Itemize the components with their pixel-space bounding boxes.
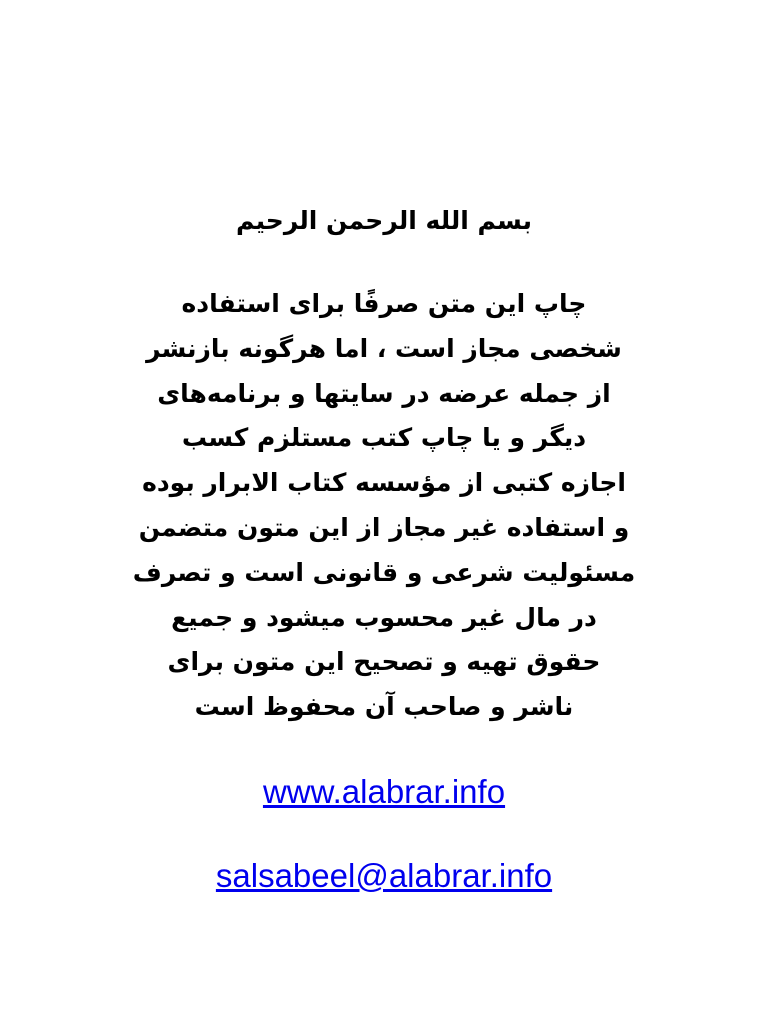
notice-line: شخصی مجاز است ، اما هرگونه بازنشر — [146, 333, 622, 363]
notice-line: اجازه کتبی از مؤسسه کتاب الابرار بوده — [142, 468, 626, 498]
website-link[interactable]: www.alabrar.info — [262, 773, 506, 810]
notice-line: ناشر و صاحب آن محفوظ است — [194, 692, 574, 722]
notice-line: و استفاده غیر مجاز از این متون متضمن — [138, 512, 630, 542]
notice-line: چاپ این متن صرفًا برای استفاده — [181, 289, 587, 318]
notice-line: مسئولیت شرعی و قانونی است و تصرف — [132, 557, 636, 587]
notice-line: حقوق تهیه و تصحیح این متون برای — [167, 647, 601, 677]
email-link[interactable]: salsabeel@alabrar.info — [215, 857, 553, 894]
notice-line: دیگر و یا چاپ کتب مستلزم کسب — [181, 423, 587, 453]
notice-line: در مال غیر محسوب میشود و جمیع — [171, 602, 597, 632]
copyright-notice — [0, 282, 768, 730]
basmala-heading: بسم الله الرحمن الرحیم — [236, 206, 532, 235]
notice-line: از جمله عرضه در سایتها و برنامه‌های — [157, 378, 611, 408]
